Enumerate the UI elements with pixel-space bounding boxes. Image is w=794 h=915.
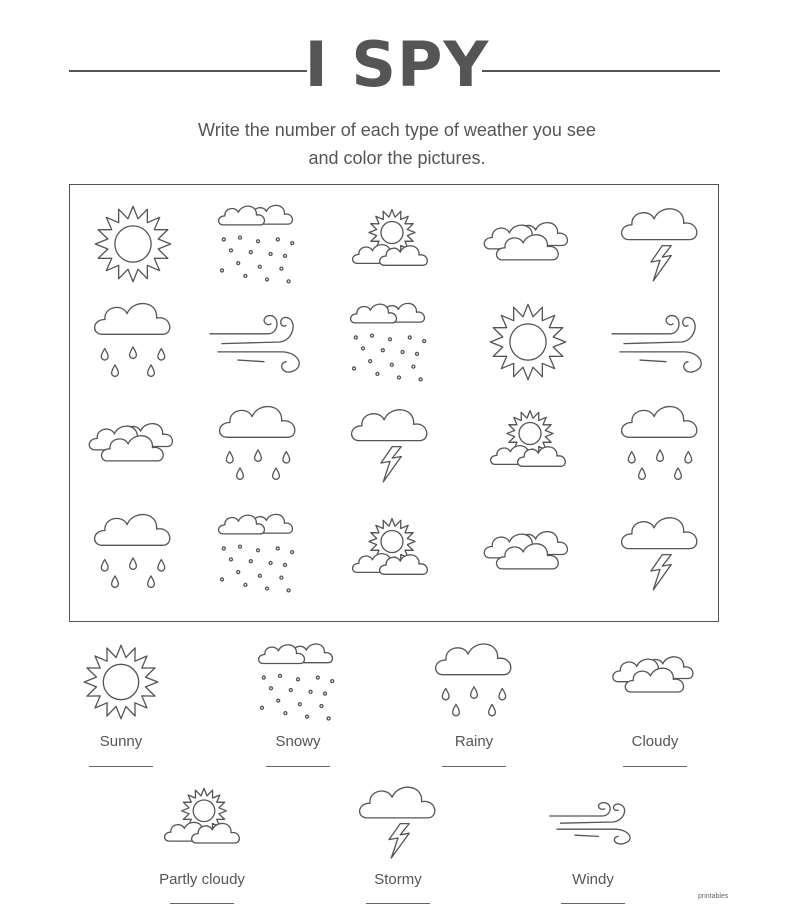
wind-icon	[548, 792, 638, 852]
wind-icon	[208, 301, 308, 383]
snow-cloud-icon	[213, 203, 303, 285]
rain-cloud-icon	[88, 512, 178, 594]
sun-icon	[88, 203, 178, 285]
storm-cloud-icon	[615, 512, 705, 594]
answer-line-partly-cloudy[interactable]	[170, 903, 234, 904]
cloud-icon	[473, 522, 583, 584]
key-label-windy: Windy	[572, 871, 614, 888]
answer-line-stormy[interactable]	[366, 903, 430, 904]
rain-cloud-icon	[429, 642, 519, 722]
partly-cloudy-icon	[345, 203, 435, 285]
brand-logo: printables	[698, 893, 729, 900]
cloud-icon	[78, 414, 188, 476]
partly-cloudy-icon	[157, 782, 247, 862]
cloud-icon	[473, 213, 583, 275]
wind-icon	[610, 301, 710, 383]
key-label-rainy: Rainy	[454, 733, 494, 750]
key-label-snowy: Snowy	[275, 733, 321, 750]
answer-line-snowy[interactable]	[266, 766, 330, 767]
partly-cloudy-icon	[345, 512, 435, 594]
answer-line-windy[interactable]	[561, 903, 625, 904]
page-title: I SPY	[304, 28, 490, 101]
storm-cloud-icon	[615, 203, 705, 285]
snow-cloud-icon	[345, 301, 435, 383]
cloud-icon	[603, 648, 707, 706]
key-label-partly-cloudy: Partly cloudy	[159, 871, 245, 888]
key-label-stormy: Stormy	[374, 871, 422, 888]
key-label-sunny: Sunny	[99, 733, 143, 750]
answer-line-cloudy[interactable]	[623, 766, 687, 767]
instructions-line-1: Write the number of each type of weather you see	[198, 120, 596, 140]
instructions-line-2: and color the pictures.	[308, 148, 486, 168]
storm-cloud-icon	[345, 404, 435, 486]
instructions	[0, 116, 794, 172]
storm-cloud-icon	[353, 782, 443, 862]
rain-cloud-icon	[213, 404, 303, 486]
rain-cloud-icon	[88, 301, 178, 383]
partly-cloudy-icon	[483, 404, 573, 486]
sun-icon	[76, 642, 166, 722]
snow-cloud-icon	[253, 642, 343, 722]
sun-icon	[483, 301, 573, 383]
snow-cloud-icon	[213, 512, 303, 594]
answer-line-sunny[interactable]	[89, 766, 153, 767]
answer-line-rainy[interactable]	[442, 766, 506, 767]
rain-cloud-icon	[615, 404, 705, 486]
key-label-cloudy: Cloudy	[631, 733, 679, 750]
